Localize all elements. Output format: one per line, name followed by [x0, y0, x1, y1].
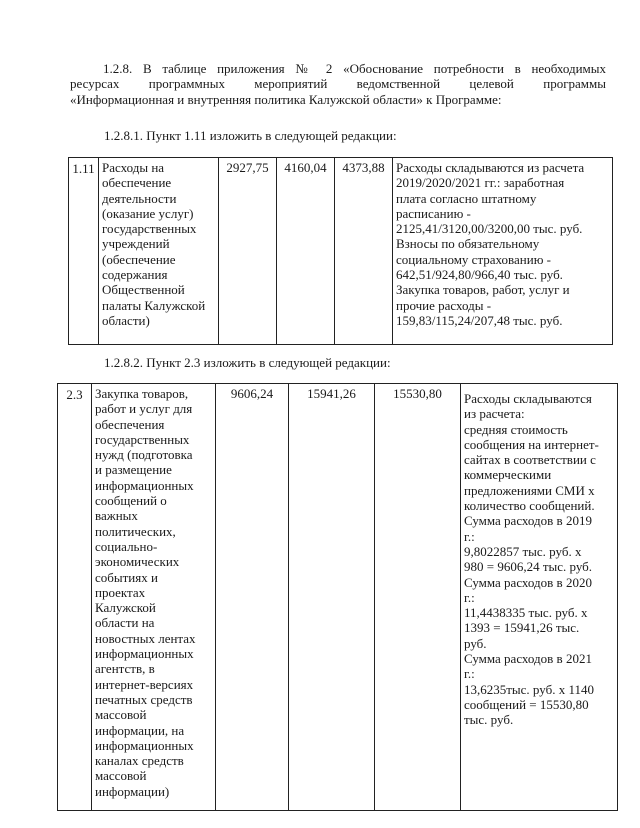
description-line: расписанию -: [396, 205, 471, 221]
intro-line: 1.2.8. В таблице приложения № 2 «Обоснование потребности в необходимых: [103, 61, 606, 76]
item-name-line: Закупка товаров,: [95, 386, 189, 401]
section-heading-1-2-8-2: 1.2.8.2. Пункт 2.3 изложить в следующей редакции:: [104, 355, 391, 370]
item-name: [99, 158, 219, 345]
description-line: Закупка товаров, работ, услуг и: [396, 282, 570, 298]
item-name-line: печатных средств: [95, 691, 193, 707]
item-name-line: массовой: [95, 768, 147, 784]
item-name-line: экономических: [95, 554, 180, 570]
description-line: г.:: [464, 589, 475, 605]
table-row: [58, 384, 618, 811]
table-item-2-3: [57, 383, 618, 811]
item-name-line: области): [102, 312, 150, 328]
item-name-line: учреждений: [102, 236, 170, 252]
description-line: прочие расходы -: [396, 297, 492, 313]
description-line: 2125,41/3120,00/3200,00 тыс. руб.: [396, 221, 583, 237]
description-line: коммерческими: [464, 467, 552, 483]
item-name-line: обеспечения: [95, 416, 165, 432]
item-name-line: Общественной: [102, 282, 185, 298]
description-line: 2019/2020/2021 гг.: заработная: [396, 175, 565, 191]
description-line: 9,8022857 тыс. руб. х: [464, 543, 582, 559]
item-name-line: государственных: [95, 431, 190, 447]
item-name-line: информационных: [95, 646, 194, 662]
item-name-line: обеспечение: [102, 175, 172, 191]
item-name-line: событиях и: [95, 569, 158, 585]
description-line: 13,6235тыс. руб. х 1140: [464, 681, 594, 697]
description-line: 159,83/115,24/207,48 тыс. руб.: [396, 312, 563, 328]
description-line: плата согласно штатному: [396, 190, 537, 206]
item-name-line: проектах: [95, 584, 146, 600]
description-line: г.:: [464, 666, 475, 682]
description-line: Расходы складываются: [464, 391, 592, 406]
value-2021: 15530,80: [375, 384, 461, 811]
item-name-line: Расходы на: [102, 160, 165, 175]
description-line: Расходы складываются из расчета: [396, 160, 585, 175]
item-name-line: (обеспечение: [102, 251, 176, 267]
description-line: 1393 = 15941,26 тыс.: [464, 620, 580, 636]
item-name-line: интернет-версиях: [95, 676, 194, 692]
description-line: предложениями СМИ х: [464, 482, 595, 498]
item-name-line: нужд (подготовка: [95, 447, 193, 463]
description-line: средняя стоимость: [464, 421, 568, 437]
item-name-line: информации, на: [95, 722, 185, 738]
item-name: [92, 384, 216, 811]
item-name-line: массовой: [95, 707, 147, 723]
value-2020: 4160,04: [277, 158, 335, 345]
item-name-line: каналах средств: [95, 753, 184, 769]
description-line: сообщений = 15530,80: [464, 696, 589, 712]
item-name-line: государственных: [102, 221, 197, 237]
description-line: г.:: [464, 528, 475, 544]
item-name-line: палаты Калужской: [102, 297, 206, 313]
item-name-line: и размещение: [95, 462, 172, 478]
item-name-line: информационных: [95, 477, 194, 493]
description-line: 642,51/924,80/966,40 тыс. руб.: [396, 267, 563, 283]
item-name-line: сообщений о: [95, 493, 167, 509]
description-line: тыс. руб.: [464, 712, 514, 728]
item-name-line: политических,: [95, 523, 176, 539]
intro-line: ресурсах программных мероприятий ведомственной целевой программы: [70, 76, 606, 92]
description-line: социальному страхованию -: [396, 251, 551, 267]
description-line: 11,4438335 тыс. руб. х: [464, 605, 588, 621]
item-name-line: работ и услуг для: [95, 401, 193, 417]
item-description: [393, 158, 613, 345]
item-name-line: агентств, в: [95, 661, 155, 677]
description-line: сайтах в соответствии с: [464, 452, 596, 468]
item-name-line: (оказание услуг): [102, 205, 194, 221]
table-row: [69, 158, 613, 345]
table-item-1-11: [68, 157, 613, 345]
value-2019: 9606,24: [216, 384, 289, 811]
value-2021: 4373,88: [335, 158, 393, 345]
item-name-line: содержания: [102, 267, 168, 283]
intro-paragraph: [70, 61, 606, 107]
description-line: из расчета:: [464, 406, 525, 422]
item-description: [461, 384, 618, 811]
description-line: Сумма расходов в 2020: [464, 574, 592, 590]
description-line: 980 = 9606,24 тыс. руб.: [464, 559, 593, 575]
description-line: сообщения на интернет-: [464, 436, 599, 452]
item-name-line: важных: [95, 508, 138, 524]
section-heading-1-2-8-1: 1.2.8.1. Пункт 1.11 изложить в следующей редакции:: [104, 128, 397, 143]
value-2019: 2927,75: [219, 158, 277, 345]
description-line: количество сообщений.: [464, 498, 595, 514]
item-name-line: социально-: [95, 538, 158, 554]
item-code: 1.11: [69, 158, 99, 345]
item-name-line: информации): [95, 783, 170, 799]
description-line: Сумма расходов в 2021: [464, 651, 592, 667]
item-name-line: деятельности: [102, 190, 177, 206]
item-code: 2.3: [58, 384, 92, 811]
item-name-line: новостных лентах: [95, 630, 196, 646]
description-line: Сумма расходов в 2019: [464, 513, 592, 529]
item-name-line: Калужской: [95, 600, 156, 616]
value-2020: 15941,26: [289, 384, 375, 811]
description-line: Взносы по обязательному: [396, 236, 540, 252]
description-line: руб.: [464, 635, 487, 651]
item-name-line: области на: [95, 615, 155, 631]
intro-line: «Информационная и внутренняя политика Калужской области» к Программе:: [70, 91, 502, 107]
item-name-line: информационных: [95, 737, 194, 753]
